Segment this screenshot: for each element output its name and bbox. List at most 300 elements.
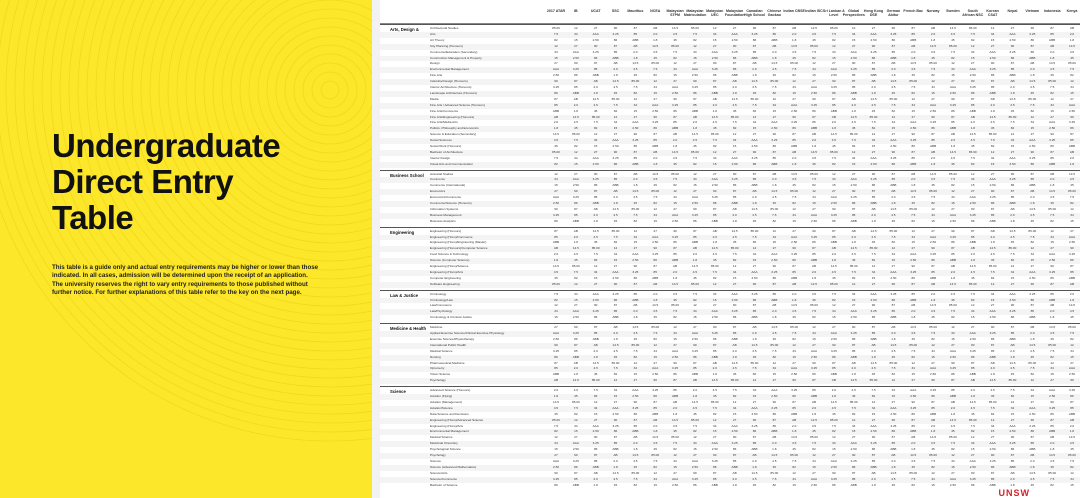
table-cell: 87: [891, 303, 896, 308]
table-cell: 1.8: [593, 482, 598, 487]
table-cell: 90: [613, 149, 618, 154]
table-cell: AB: [772, 303, 777, 308]
table-cell: 45: [653, 447, 657, 452]
table-cell: AAA: [1049, 120, 1056, 125]
table-cell: 85: [593, 331, 598, 336]
table-cell: AB: [1069, 281, 1075, 286]
table-cell: 87: [951, 246, 955, 251]
table-cell: 45: [851, 126, 856, 131]
table-cell: 45: [752, 482, 757, 487]
table-cell: 14.5: [1049, 325, 1056, 330]
table-cell: 85.00: [949, 435, 957, 440]
table-cell: 90: [931, 378, 935, 383]
table-cell: ABB: [1009, 201, 1016, 206]
table-cell: 82: [812, 315, 816, 320]
table-cell: 34: [653, 85, 657, 89]
table-cell: 14.5: [632, 453, 639, 458]
program-name: Science: [430, 458, 442, 463]
table-cell: ABB: [969, 372, 976, 377]
program-name: Arts: [430, 31, 436, 36]
table-cell: 34: [951, 195, 955, 200]
table-cell: 1.8: [791, 37, 797, 42]
table-cell: 1.8: [1049, 183, 1055, 188]
table-cell: 7.5: [732, 120, 737, 125]
table-cell: 2.0: [1030, 195, 1035, 200]
table-cell: AB: [772, 43, 777, 48]
table-cell: 4.5: [712, 120, 717, 125]
table-cell: 4.5: [811, 423, 817, 428]
table-cell: 12: [713, 149, 717, 154]
table-cell: 2.50: [969, 336, 976, 341]
table-cell: ABB: [791, 275, 798, 280]
table-cell: 12: [812, 61, 816, 66]
table-cell: 27: [633, 246, 638, 251]
table-cell: 45: [633, 464, 638, 469]
table-cell: 12: [851, 417, 856, 422]
table-cell: 45: [1030, 90, 1035, 95]
table-cell: 1.8: [990, 240, 995, 245]
table-cell: 2.0: [791, 155, 797, 160]
table-cell: 15: [971, 183, 975, 188]
table-cell: 34: [931, 212, 935, 217]
table-cell: 3.25: [552, 476, 560, 481]
table-cell: 85.00: [949, 171, 957, 176]
table-cell: AAA: [691, 195, 699, 200]
table-cell: 27: [832, 189, 836, 194]
table-cell: AB: [1069, 26, 1075, 30]
table-cell: 2.50: [1029, 275, 1036, 280]
table-cell: AAA: [949, 212, 957, 217]
table-cell: 3.25: [632, 405, 639, 410]
table-cell: 34: [693, 177, 697, 182]
table-cell: 14.5: [1049, 453, 1056, 458]
table-cell: 27: [554, 325, 558, 330]
table-cell: 90: [891, 417, 896, 422]
table-cell: 87: [871, 453, 876, 458]
table-cell: 4.5: [970, 269, 975, 274]
table-cell: 1.8: [672, 144, 678, 148]
table-cell: 34: [990, 423, 995, 428]
table-cell: 12: [574, 417, 578, 422]
table-cell: 1.8: [791, 297, 797, 302]
table-cell: 2.50: [691, 201, 698, 206]
table-cell: 45: [911, 201, 915, 206]
table-cell: 3.25: [830, 212, 837, 217]
table-cell: 2.50: [612, 411, 619, 416]
table-cell: 34: [1070, 85, 1074, 89]
table-cell: ABB: [1068, 411, 1076, 416]
table-cell: 15: [931, 354, 935, 359]
table-cell: 85: [1050, 31, 1054, 36]
table-cell: 15: [752, 394, 757, 399]
table-cell: 2.0: [593, 348, 598, 353]
table-cell: 85.00: [770, 79, 779, 84]
table-cell: 7.5: [732, 388, 737, 393]
table-cell: 2.0: [911, 177, 916, 182]
table-cell: 45: [613, 354, 618, 359]
table-cell: 15: [812, 464, 816, 469]
table-cell: 2.0: [613, 195, 618, 200]
table-cell: 85.00: [968, 149, 977, 154]
table-cell: 85: [1070, 138, 1074, 143]
table-cell: 45: [653, 55, 657, 60]
table-cell: 15: [792, 354, 796, 359]
table-cell: 15: [851, 161, 856, 166]
table-cell: 7.5: [553, 423, 559, 428]
table-cell: ABB: [592, 201, 599, 206]
table-cell: 4.5: [990, 252, 995, 257]
table-cell: 7.5: [1049, 85, 1055, 89]
program-name: Art Theory: [430, 37, 445, 42]
table-cell: 3.25: [1068, 252, 1076, 257]
table-cell: 87: [554, 360, 558, 365]
table-cell: ABB: [850, 354, 857, 359]
table-cell: ABB: [929, 275, 937, 280]
table-cell: 82: [851, 144, 856, 148]
table-cell: 7.5: [593, 388, 598, 393]
table-cell: 2.0: [1030, 331, 1035, 336]
table-cell: 15: [951, 336, 955, 341]
table-cell: 12: [792, 206, 796, 211]
table-cell: 1.8: [831, 258, 836, 263]
table-cell: ABB: [910, 429, 917, 434]
table-cell: 3.25: [652, 388, 659, 393]
table-cell: 15: [951, 464, 955, 469]
table-cell: 85: [713, 212, 717, 217]
table-cell: 82: [772, 218, 777, 223]
table-cell: 14.5: [830, 132, 837, 137]
table-cell: 1.8: [891, 73, 896, 78]
table-cell: 12: [732, 264, 737, 269]
table-cell: 2.50: [969, 201, 976, 206]
table-cell: 3.25: [572, 331, 579, 336]
table-cell: 82: [613, 108, 618, 113]
table-cell: 2.50: [652, 108, 659, 113]
table-cell: 12: [971, 435, 975, 440]
table-cell: 14.5: [791, 43, 798, 48]
table-cell: 1.8: [1010, 90, 1015, 95]
table-cell: 2.50: [890, 275, 897, 280]
table-cell: 27: [693, 61, 697, 66]
table-cell: 4.5: [752, 476, 757, 481]
table-cell: ABB: [1049, 297, 1056, 302]
table-cell: 4.5: [732, 366, 737, 371]
table-cell: 90: [593, 171, 598, 176]
table-cell: 85: [752, 177, 757, 182]
program-name: Bachelor of Architecture: [430, 149, 463, 154]
table-cell: 12: [1030, 378, 1035, 383]
table-cell: 2.0: [712, 102, 717, 107]
table-cell: AAA: [890, 405, 897, 410]
table-cell: 90: [752, 26, 757, 30]
table-cell: 2.50: [1068, 372, 1076, 377]
table-cell: 3.25: [652, 252, 659, 257]
table-cell: 45: [772, 201, 777, 206]
table-cell: AAA: [989, 177, 996, 182]
table-cell: 2.0: [1030, 67, 1035, 72]
table-cell: 1.8: [791, 161, 797, 166]
table-cell: AAA: [572, 177, 579, 182]
table-cell: AAA: [612, 269, 619, 274]
table-cell: 2.50: [910, 258, 917, 263]
table-cell: 14.5: [850, 114, 857, 119]
table-cell: AAA: [989, 49, 996, 54]
program-name: Computer Engineering: [430, 275, 461, 280]
table-cell: 45: [1050, 464, 1054, 469]
table-cell: 1.8: [851, 372, 856, 377]
table-cell: 45: [554, 411, 558, 416]
table-cell: AAA: [810, 348, 818, 353]
table-cell: 2.50: [1049, 394, 1056, 399]
table-cell: AB: [792, 281, 797, 286]
table-cell: 14.5: [949, 26, 956, 30]
table-cell: AAA: [1009, 31, 1016, 36]
table-header: [380, 0, 1080, 24]
table-cell: 15: [1070, 218, 1074, 223]
table-cell: 12: [990, 26, 995, 30]
table-cell: AAA: [612, 405, 619, 410]
table-cell: 2.50: [711, 55, 718, 60]
table-cell: 7.5: [930, 67, 936, 72]
table-cell: 2.0: [1069, 31, 1075, 36]
table-cell: 27: [832, 61, 836, 66]
table-cell: AAA: [711, 309, 718, 314]
table-cell: 85: [613, 309, 618, 314]
table-cell: ABB: [731, 464, 738, 469]
table-cell: 34: [673, 458, 677, 463]
table-cell: 90: [772, 132, 777, 137]
table-cell: ABB: [612, 183, 619, 188]
table-cell: 86: [752, 297, 757, 302]
table-cell: 86: [574, 464, 578, 469]
program-name: Landscape Architecture (Honours): [430, 90, 477, 95]
program-name: City Planning (Honours): [430, 43, 463, 48]
table-cell: 27: [931, 228, 935, 233]
table-cell: 86: [1070, 258, 1074, 263]
table-cell: ABB: [910, 161, 917, 166]
table-cell: 86: [911, 411, 915, 416]
table-cell: ABB: [572, 90, 579, 95]
table-cell: 27: [871, 281, 876, 286]
table-cell: 4.5: [970, 405, 975, 410]
table-cell: 45: [732, 372, 737, 377]
table-cell: 87: [1050, 149, 1054, 154]
table-cell: 85.00: [691, 26, 699, 30]
table-cell: 12: [990, 149, 995, 154]
table-cell: 4.5: [653, 177, 658, 182]
table-cell: 85: [812, 120, 816, 125]
table-cell: AB: [1069, 417, 1075, 422]
table-cell: 27: [1010, 26, 1015, 30]
table-cell: 82: [613, 240, 618, 245]
table-cell: 82: [891, 372, 896, 377]
table-cell: 3.25: [652, 120, 659, 125]
table-cell: 27: [911, 114, 915, 119]
table-cell: AB: [653, 281, 658, 286]
table-cell: 90: [792, 378, 796, 383]
table-cell: 82: [931, 73, 935, 78]
table-cell: ABB: [1029, 315, 1036, 320]
table-cell: AB: [831, 378, 836, 383]
table-cell: 2.50: [850, 447, 857, 452]
table-cell: AAA: [1068, 366, 1076, 371]
table-cell: 34: [593, 405, 598, 410]
table-cell: 4.5: [593, 366, 598, 371]
table-cell: 2.50: [572, 55, 579, 60]
table-cell: 14.5: [930, 435, 937, 440]
table-cell: 85: [752, 441, 757, 446]
table-cell: ABB: [652, 411, 659, 416]
table-cell: 1.8: [871, 482, 876, 487]
table-cell: 2.0: [970, 120, 975, 125]
table-cell: 3.25: [949, 366, 956, 371]
table-cell: 34: [1050, 366, 1054, 371]
table-cell: 7.5: [593, 252, 598, 257]
table-cell: 34: [1050, 234, 1054, 239]
table-cell: 12: [871, 132, 876, 137]
table-cell: 90: [1070, 246, 1074, 251]
table-cell: 90: [653, 114, 657, 119]
table-cell: 34: [554, 309, 558, 314]
table-cell: 4.5: [553, 405, 559, 410]
table-cell: 34: [653, 212, 657, 217]
table-cell: 12: [1070, 470, 1074, 475]
table-cell: 4.5: [692, 405, 698, 410]
table-cell: 34: [693, 49, 697, 54]
table-cell: 15: [653, 90, 657, 95]
table-cell: 90: [812, 360, 816, 365]
table-cell: 14.5: [949, 281, 956, 286]
table-cell: 7.5: [851, 138, 856, 143]
table-cell: 86: [911, 275, 915, 280]
table-cell: 2.50: [691, 73, 698, 78]
table-cell: 15: [653, 482, 657, 487]
table-cell: AB: [752, 189, 757, 194]
table-cell: AAA: [671, 476, 679, 481]
table-cell: 34: [554, 177, 558, 182]
table-cell: 90: [593, 43, 598, 48]
table-cell: 85.00: [631, 206, 640, 211]
table-cell: 82: [931, 201, 935, 206]
table-cell: AB: [712, 360, 717, 365]
table-cell: 85: [613, 49, 618, 54]
program-name: Fine Arts/Media Arts: [430, 120, 458, 125]
table-cell: 45: [911, 73, 915, 78]
table-cell: 85: [832, 366, 836, 371]
table-cell: 45: [772, 336, 777, 341]
table-cell: 12: [851, 26, 856, 30]
column-header: South African NSC: [962, 9, 984, 17]
table-cell: 34: [574, 155, 578, 160]
table-cell: 2.50: [552, 464, 560, 469]
table-cell: 15: [713, 297, 717, 302]
table-cell: 34: [951, 331, 955, 336]
table-cell: 45: [990, 126, 995, 131]
table-cell: 90: [1030, 281, 1035, 286]
table-cell: 4.5: [851, 388, 856, 393]
table-cell: 27: [772, 378, 777, 383]
table-cell: 15: [1010, 144, 1015, 148]
table-cell: 85: [931, 405, 935, 410]
table-cell: 2.50: [672, 482, 679, 487]
table-cell: 87: [673, 246, 677, 251]
table-cell: 3.25: [989, 458, 996, 463]
table-cell: 45: [931, 447, 935, 452]
table-cell: 45: [911, 464, 915, 469]
table-cell: AAA: [592, 31, 599, 36]
table-cell: 7.5: [613, 366, 618, 371]
table-cell: 12: [752, 378, 757, 383]
table-cell: 34: [911, 234, 915, 239]
table-cell: 12: [832, 43, 836, 48]
table-cell: 14.5: [552, 132, 560, 137]
table-cell: 82: [1030, 372, 1035, 377]
table-cell: 2.50: [771, 258, 778, 263]
table-cell: 14.5: [870, 360, 877, 365]
table-cell: 86: [574, 336, 578, 341]
table-cell: 85.00: [1048, 470, 1057, 475]
table-cell: 2.0: [772, 441, 777, 446]
table-cell: 85.00: [1068, 453, 1076, 458]
table-cell: 34: [713, 423, 717, 428]
table-cell: 82: [673, 315, 677, 320]
table-cell: 85.00: [591, 246, 600, 251]
table-cell: 85.00: [691, 417, 699, 422]
table-cell: 82: [713, 275, 717, 280]
table-cell: 86: [613, 297, 618, 302]
table-cell: 1.8: [772, 447, 777, 452]
table-cell: 4.5: [1049, 67, 1055, 72]
table-cell: ABB: [910, 37, 917, 42]
table-cell: 12: [673, 325, 677, 330]
table-cell: 3.25: [930, 120, 937, 125]
table-cell: 2.0: [871, 212, 876, 217]
table-cell: AB: [811, 264, 817, 269]
table-cell: 3.25: [910, 138, 917, 143]
table-cell: 12: [713, 26, 717, 30]
table-cell: 87: [693, 96, 697, 101]
table-cell: ABB: [1009, 73, 1016, 78]
table-cell: 1.8: [772, 315, 777, 320]
table-cell: 4.5: [791, 177, 797, 182]
table-cell: 82: [990, 411, 995, 416]
table-cell: 87: [653, 264, 657, 269]
table-cell: 3.25: [672, 234, 679, 239]
program-name: Fine Arts/Commerce: [430, 108, 459, 113]
table-cell: 2.0: [930, 155, 936, 160]
table-cell: 1.8: [772, 55, 777, 60]
table-cell: 34: [1070, 212, 1074, 217]
table-cell: 7.5: [990, 138, 995, 143]
table-cell: 12: [931, 342, 935, 347]
table-cell: 82: [752, 108, 757, 113]
table-cell: 12: [792, 342, 796, 347]
table-cell: 34: [732, 269, 737, 274]
table-cell: 12: [931, 206, 935, 211]
table-cell: 4.5: [752, 85, 757, 89]
table-cell: 15: [990, 161, 995, 166]
table-cell: 3.25: [691, 85, 698, 89]
table-cell: 2.0: [1049, 441, 1055, 446]
table-cell: 90: [951, 96, 955, 101]
table-cell: 2.0: [871, 348, 876, 353]
table-cell: 27: [1030, 132, 1035, 137]
table-cell: 34: [990, 155, 995, 160]
table-cell: AB: [573, 96, 578, 101]
table-cell: 27: [971, 189, 975, 194]
table-cell: 82: [951, 55, 955, 60]
table-cell: 85.00: [750, 360, 759, 365]
